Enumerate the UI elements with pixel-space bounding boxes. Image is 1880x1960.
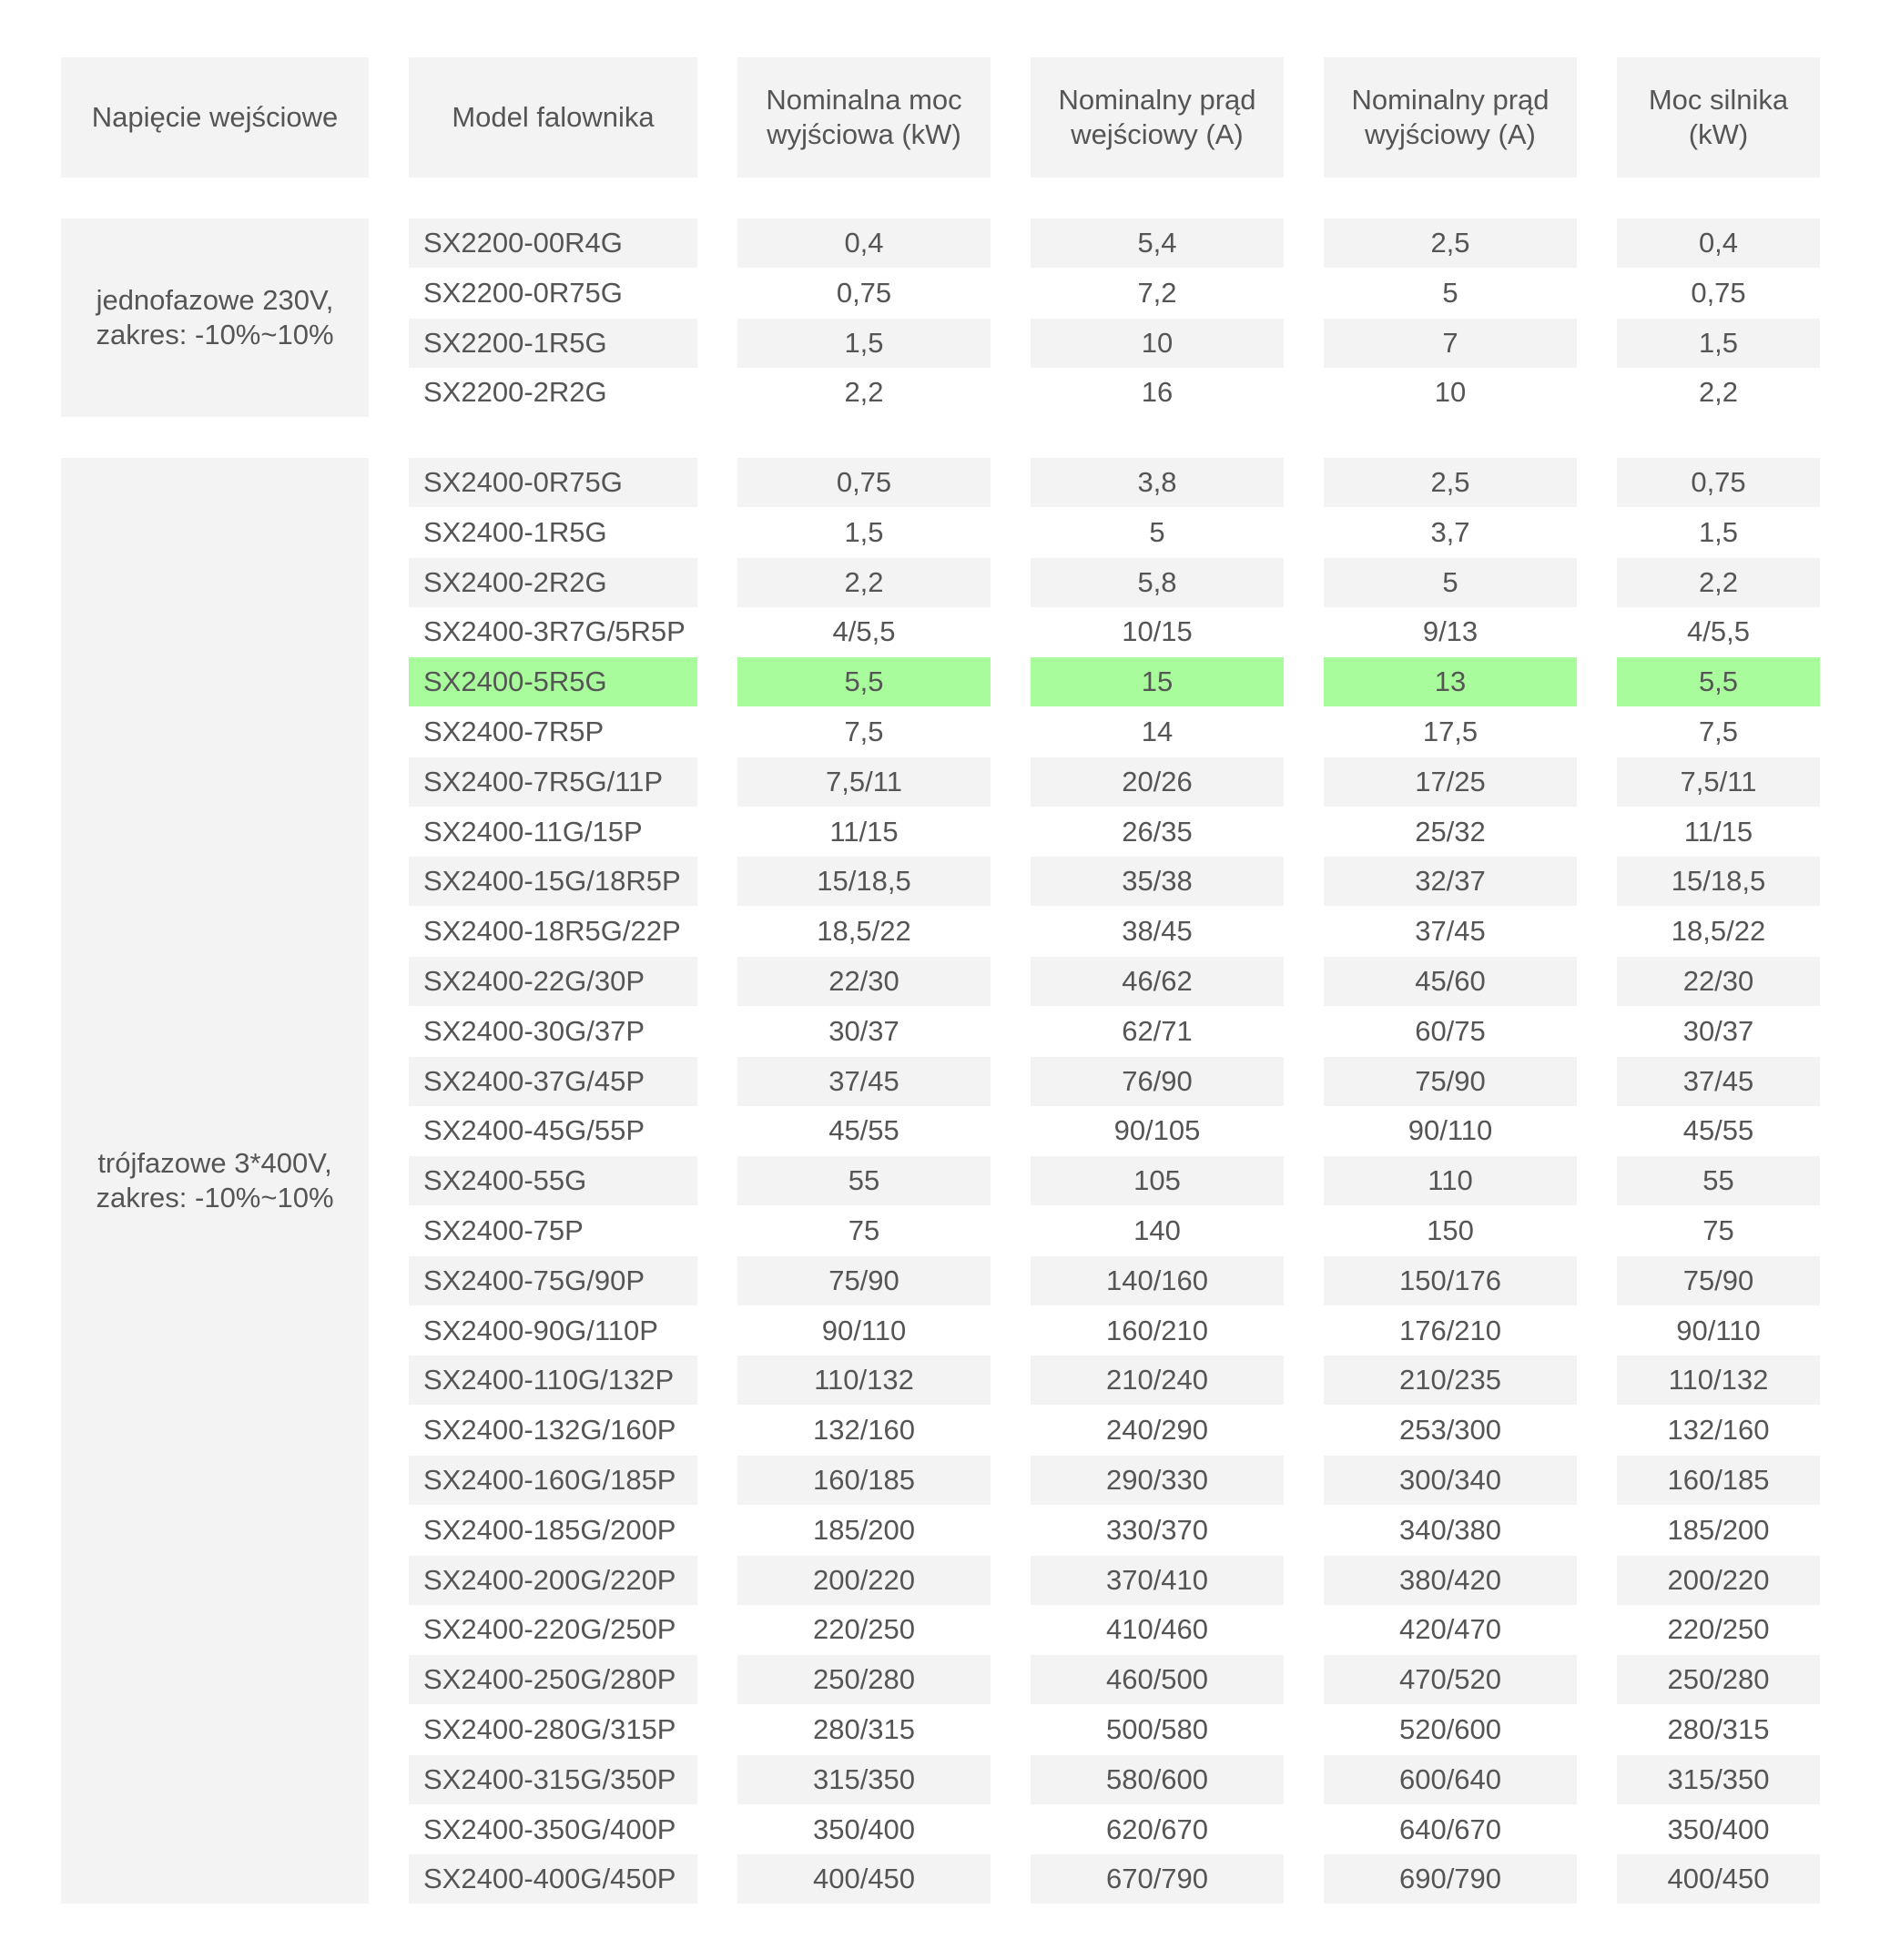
input-current-cell: 290/330 xyxy=(1031,1456,1284,1505)
model-cell: SX2400-45G/55P xyxy=(423,1114,645,1147)
output-current-cell: 5 xyxy=(1442,276,1458,309)
output-power-cell: 0,4 xyxy=(737,218,991,268)
motor-power-cell: 7,5 xyxy=(1698,716,1739,747)
model-cell: SX2200-2R2G xyxy=(423,376,607,409)
output-current-cell: 45/60 xyxy=(1324,957,1577,1006)
output-current-cell: 520/600 xyxy=(1398,1713,1502,1745)
output-current-cell: 150 xyxy=(1427,1214,1474,1246)
input-current-cell: 160/210 xyxy=(1105,1314,1209,1346)
output-power-cell: 2,2 xyxy=(844,376,884,409)
output-power-cell: 30/37 xyxy=(828,1014,899,1047)
header-label: Nominalna moc xyxy=(766,84,962,116)
motor-power-cell: 160/185 xyxy=(1617,1456,1820,1505)
output-power-cell: 2,2 xyxy=(737,558,991,607)
output-power-cell: 45/55 xyxy=(828,1114,899,1147)
header-label: wejściowy (A) xyxy=(1071,118,1244,150)
output-current-cell: 640/670 xyxy=(1398,1813,1502,1845)
output-current-cell: 75/90 xyxy=(1324,1057,1577,1106)
header-label: wyjściowa (kW) xyxy=(767,118,961,150)
output-current-cell: 90/110 xyxy=(1407,1114,1493,1147)
motor-power-cell: 55 xyxy=(1617,1156,1820,1205)
input-current-cell: 620/670 xyxy=(1105,1813,1209,1845)
input-current-cell: 90/105 xyxy=(1113,1114,1201,1147)
input-current-cell: 15 xyxy=(1031,657,1284,706)
motor-power-cell: 185/200 xyxy=(1667,1513,1770,1546)
header-label: Nominalny prąd xyxy=(1058,84,1256,116)
model-cell: SX2400-2R2G xyxy=(409,558,697,607)
output-power-cell: 55 xyxy=(737,1156,991,1205)
model-cell: SX2400-5R5G xyxy=(409,657,697,706)
input-current-cell: 140 xyxy=(1133,1214,1181,1246)
output-current-cell: 2,5 xyxy=(1324,458,1577,507)
output-current-cell: 380/420 xyxy=(1324,1556,1577,1605)
model-cell: SX2400-220G/250P xyxy=(423,1613,676,1646)
input-current-cell: 500/580 xyxy=(1105,1713,1209,1745)
output-power-cell: 22/30 xyxy=(737,957,991,1006)
model-cell: SX2400-55G xyxy=(409,1156,697,1205)
model-cell: SX2400-110G/132P xyxy=(409,1356,697,1405)
output-power-cell: 7,5 xyxy=(844,716,884,747)
model-cell: SX2400-37G/45P xyxy=(409,1057,697,1106)
model-cell: SX2200-1R5G xyxy=(409,319,697,368)
voltage-label: zakres: -10%~10% xyxy=(96,319,334,351)
model-cell: SX2400-160G/185P xyxy=(409,1456,697,1505)
motor-power-cell: 22/30 xyxy=(1617,957,1820,1006)
output-power-cell: 400/450 xyxy=(737,1854,991,1904)
output-power-cell: 0,75 xyxy=(836,276,892,309)
motor-power-cell: 315/350 xyxy=(1617,1755,1820,1804)
motor-power-cell: 2,2 xyxy=(1617,558,1820,607)
model-cell: SX2400-3R7G/5R5P xyxy=(423,615,686,648)
output-current-cell: 420/470 xyxy=(1398,1613,1502,1646)
output-current-cell: 25/32 xyxy=(1415,815,1486,848)
motor-power-cell: 45/55 xyxy=(1682,1114,1754,1147)
header-label: (kW) xyxy=(1688,118,1749,150)
header-input-current xyxy=(1031,57,1284,178)
input-current-cell: 140/160 xyxy=(1031,1256,1284,1305)
input-current-cell: 240/290 xyxy=(1105,1414,1209,1447)
output-power-cell: 5,5 xyxy=(737,657,991,706)
output-current-cell: 253/300 xyxy=(1398,1414,1502,1447)
motor-power-cell: 1,5 xyxy=(1617,319,1820,368)
output-power-cell: 4/5,5 xyxy=(832,615,896,648)
model-cell: SX2400-75G/90P xyxy=(409,1256,697,1305)
input-current-cell: 35/38 xyxy=(1031,857,1284,906)
output-power-cell: 110/132 xyxy=(737,1356,991,1405)
motor-power-cell: 11/15 xyxy=(1683,815,1753,848)
output-current-cell: 110 xyxy=(1324,1156,1577,1205)
motor-power-cell: 280/315 xyxy=(1667,1713,1770,1745)
output-power-cell: 18,5/22 xyxy=(817,915,911,948)
header-label: wyjściowy (A) xyxy=(1365,118,1536,150)
motor-power-cell: 4/5,5 xyxy=(1687,615,1750,648)
output-current-cell: 60/75 xyxy=(1415,1014,1486,1047)
input-current-cell: 62/71 xyxy=(1122,1014,1193,1047)
output-current-cell: 7 xyxy=(1324,319,1577,368)
voltage-label: zakres: -10%~10% xyxy=(96,1182,334,1214)
input-current-cell: 460/500 xyxy=(1031,1655,1284,1704)
motor-power-cell: 220/250 xyxy=(1667,1613,1770,1646)
input-current-cell: 330/370 xyxy=(1105,1513,1209,1546)
output-power-cell: 1,5 xyxy=(844,515,884,548)
input-current-cell: 370/410 xyxy=(1031,1556,1284,1605)
input-current-cell: 26/35 xyxy=(1122,815,1193,848)
model-cell: SX2400-132G/160P xyxy=(423,1414,676,1447)
model-cell: SX2400-250G/280P xyxy=(409,1655,697,1704)
input-current-cell: 14 xyxy=(1141,716,1174,747)
output-current-cell: 600/640 xyxy=(1324,1755,1577,1804)
model-cell: SX2400-185G/200P xyxy=(423,1513,676,1546)
motor-power-cell: 18,5/22 xyxy=(1671,915,1766,948)
voltage-group-cell xyxy=(61,218,369,417)
motor-power-cell: 37/45 xyxy=(1617,1057,1820,1106)
motor-power-cell: 5,5 xyxy=(1617,657,1820,706)
output-current-cell: 5 xyxy=(1324,558,1577,607)
motor-power-cell: 90/110 xyxy=(1676,1314,1761,1346)
model-cell: SX2400-90G/110P xyxy=(423,1314,658,1346)
input-current-cell: 7,2 xyxy=(1137,276,1177,309)
input-current-cell: 76/90 xyxy=(1031,1057,1284,1106)
motor-power-cell: 75 xyxy=(1702,1214,1734,1246)
input-current-cell: 20/26 xyxy=(1031,757,1284,807)
model-cell: SX2400-1R5G xyxy=(423,515,607,548)
output-current-cell: 13 xyxy=(1324,657,1577,706)
motor-power-cell: 75/90 xyxy=(1617,1256,1820,1305)
output-current-cell: 17,5 xyxy=(1422,716,1479,747)
model-cell: SX2400-22G/30P xyxy=(409,957,697,1006)
voltage-label: trójfazowe 3*400V, xyxy=(97,1147,332,1180)
output-current-cell: 210/235 xyxy=(1324,1356,1577,1405)
model-cell: SX2400-7R5G/11P xyxy=(409,757,697,807)
motor-power-cell: 400/450 xyxy=(1617,1854,1820,1904)
input-current-cell: 5,4 xyxy=(1031,218,1284,268)
output-current-cell: 340/380 xyxy=(1398,1513,1502,1546)
motor-power-cell: 200/220 xyxy=(1617,1556,1820,1605)
model-cell: SX2400-30G/37P xyxy=(423,1014,645,1047)
input-current-cell: 10 xyxy=(1031,319,1284,368)
input-current-cell: 5,8 xyxy=(1031,558,1284,607)
output-power-cell: 315/350 xyxy=(737,1755,991,1804)
model-cell: SX2400-15G/18R5P xyxy=(409,857,697,906)
output-current-cell: 2,5 xyxy=(1324,218,1577,268)
output-power-cell: 11/15 xyxy=(829,815,899,848)
input-current-cell: 105 xyxy=(1031,1156,1284,1205)
output-current-cell: 470/520 xyxy=(1324,1655,1577,1704)
header-output-power xyxy=(737,57,991,178)
motor-power-cell: 2,2 xyxy=(1698,376,1739,409)
output-current-cell: 32/37 xyxy=(1324,857,1577,906)
motor-power-cell: 15/18,5 xyxy=(1617,857,1820,906)
model-cell: SX2400-350G/400P xyxy=(423,1813,676,1845)
output-current-cell: 176/210 xyxy=(1398,1314,1502,1346)
output-current-cell: 17/25 xyxy=(1324,757,1577,807)
output-power-cell: 185/200 xyxy=(812,1513,916,1546)
header-motor-power xyxy=(1617,57,1820,178)
input-current-cell: 580/600 xyxy=(1031,1755,1284,1804)
motor-power-cell: 0,75 xyxy=(1617,458,1820,507)
motor-power-cell: 30/37 xyxy=(1682,1014,1754,1047)
model-cell: SX2400-7R5P xyxy=(423,716,605,747)
header-model xyxy=(409,57,697,178)
output-power-cell: 0,75 xyxy=(737,458,991,507)
input-current-cell: 670/790 xyxy=(1031,1854,1284,1904)
model-cell: SX2400-315G/350P xyxy=(409,1755,697,1804)
motor-power-cell: 350/400 xyxy=(1667,1813,1770,1845)
voltage-group-cell xyxy=(61,458,369,1904)
output-power-cell: 37/45 xyxy=(737,1057,991,1106)
output-power-cell: 220/250 xyxy=(812,1613,916,1646)
output-current-cell: 300/340 xyxy=(1324,1456,1577,1505)
output-current-cell: 150/176 xyxy=(1324,1256,1577,1305)
output-current-cell: 690/790 xyxy=(1324,1854,1577,1904)
header-output-current xyxy=(1324,57,1577,178)
header-input-voltage xyxy=(61,57,369,178)
output-current-cell: 9/13 xyxy=(1422,615,1479,648)
motor-power-cell: 1,5 xyxy=(1698,515,1739,548)
output-power-cell: 280/315 xyxy=(812,1713,916,1745)
motor-power-cell: 7,5/11 xyxy=(1617,757,1820,807)
output-power-cell: 7,5/11 xyxy=(737,757,991,807)
output-power-cell: 75 xyxy=(848,1214,880,1246)
model-cell: SX2400-75P xyxy=(423,1214,584,1246)
model-cell: SX2400-200G/220P xyxy=(409,1556,697,1605)
input-current-cell: 10/15 xyxy=(1122,615,1193,648)
output-current-cell: 37/45 xyxy=(1415,915,1486,948)
output-power-cell: 160/185 xyxy=(737,1456,991,1505)
header-label: Nominalny prąd xyxy=(1351,84,1550,116)
motor-power-cell: 132/160 xyxy=(1667,1414,1770,1447)
output-power-cell: 350/400 xyxy=(812,1813,916,1845)
header-label: Moc silnika xyxy=(1648,84,1789,116)
header-label: Model falownika xyxy=(452,101,655,133)
output-power-cell: 132/160 xyxy=(812,1414,916,1447)
output-current-cell: 3,7 xyxy=(1430,515,1470,548)
input-current-cell: 210/240 xyxy=(1031,1356,1284,1405)
model-cell: SX2200-0R75G xyxy=(423,276,623,309)
output-power-cell: 1,5 xyxy=(737,319,991,368)
motor-power-cell: 0,75 xyxy=(1691,276,1746,309)
model-cell: SX2400-280G/315P xyxy=(423,1713,676,1745)
input-current-cell: 3,8 xyxy=(1031,458,1284,507)
output-power-cell: 15/18,5 xyxy=(737,857,991,906)
input-current-cell: 410/460 xyxy=(1105,1613,1209,1646)
voltage-label: jednofazowe 230V, xyxy=(96,284,334,317)
motor-power-cell: 250/280 xyxy=(1617,1655,1820,1704)
motor-power-cell: 110/132 xyxy=(1617,1356,1820,1405)
header-label: Napięcie wejściowe xyxy=(91,101,339,133)
model-cell: SX2400-11G/15P xyxy=(423,815,643,848)
output-current-cell: 10 xyxy=(1434,376,1467,409)
model-cell: SX2200-00R4G xyxy=(409,218,697,268)
model-cell: SX2400-0R75G xyxy=(409,458,697,507)
input-current-cell: 16 xyxy=(1141,376,1174,409)
model-cell: SX2400-18R5G/22P xyxy=(423,915,681,948)
input-current-cell: 38/45 xyxy=(1122,915,1193,948)
output-power-cell: 250/280 xyxy=(737,1655,991,1704)
output-power-cell: 90/110 xyxy=(821,1314,907,1346)
motor-power-cell: 0,4 xyxy=(1617,218,1820,268)
model-cell: SX2400-400G/450P xyxy=(409,1854,697,1904)
input-current-cell: 46/62 xyxy=(1031,957,1284,1006)
output-power-cell: 75/90 xyxy=(737,1256,991,1305)
output-power-cell: 200/220 xyxy=(737,1556,991,1605)
input-current-cell: 5 xyxy=(1149,515,1165,548)
